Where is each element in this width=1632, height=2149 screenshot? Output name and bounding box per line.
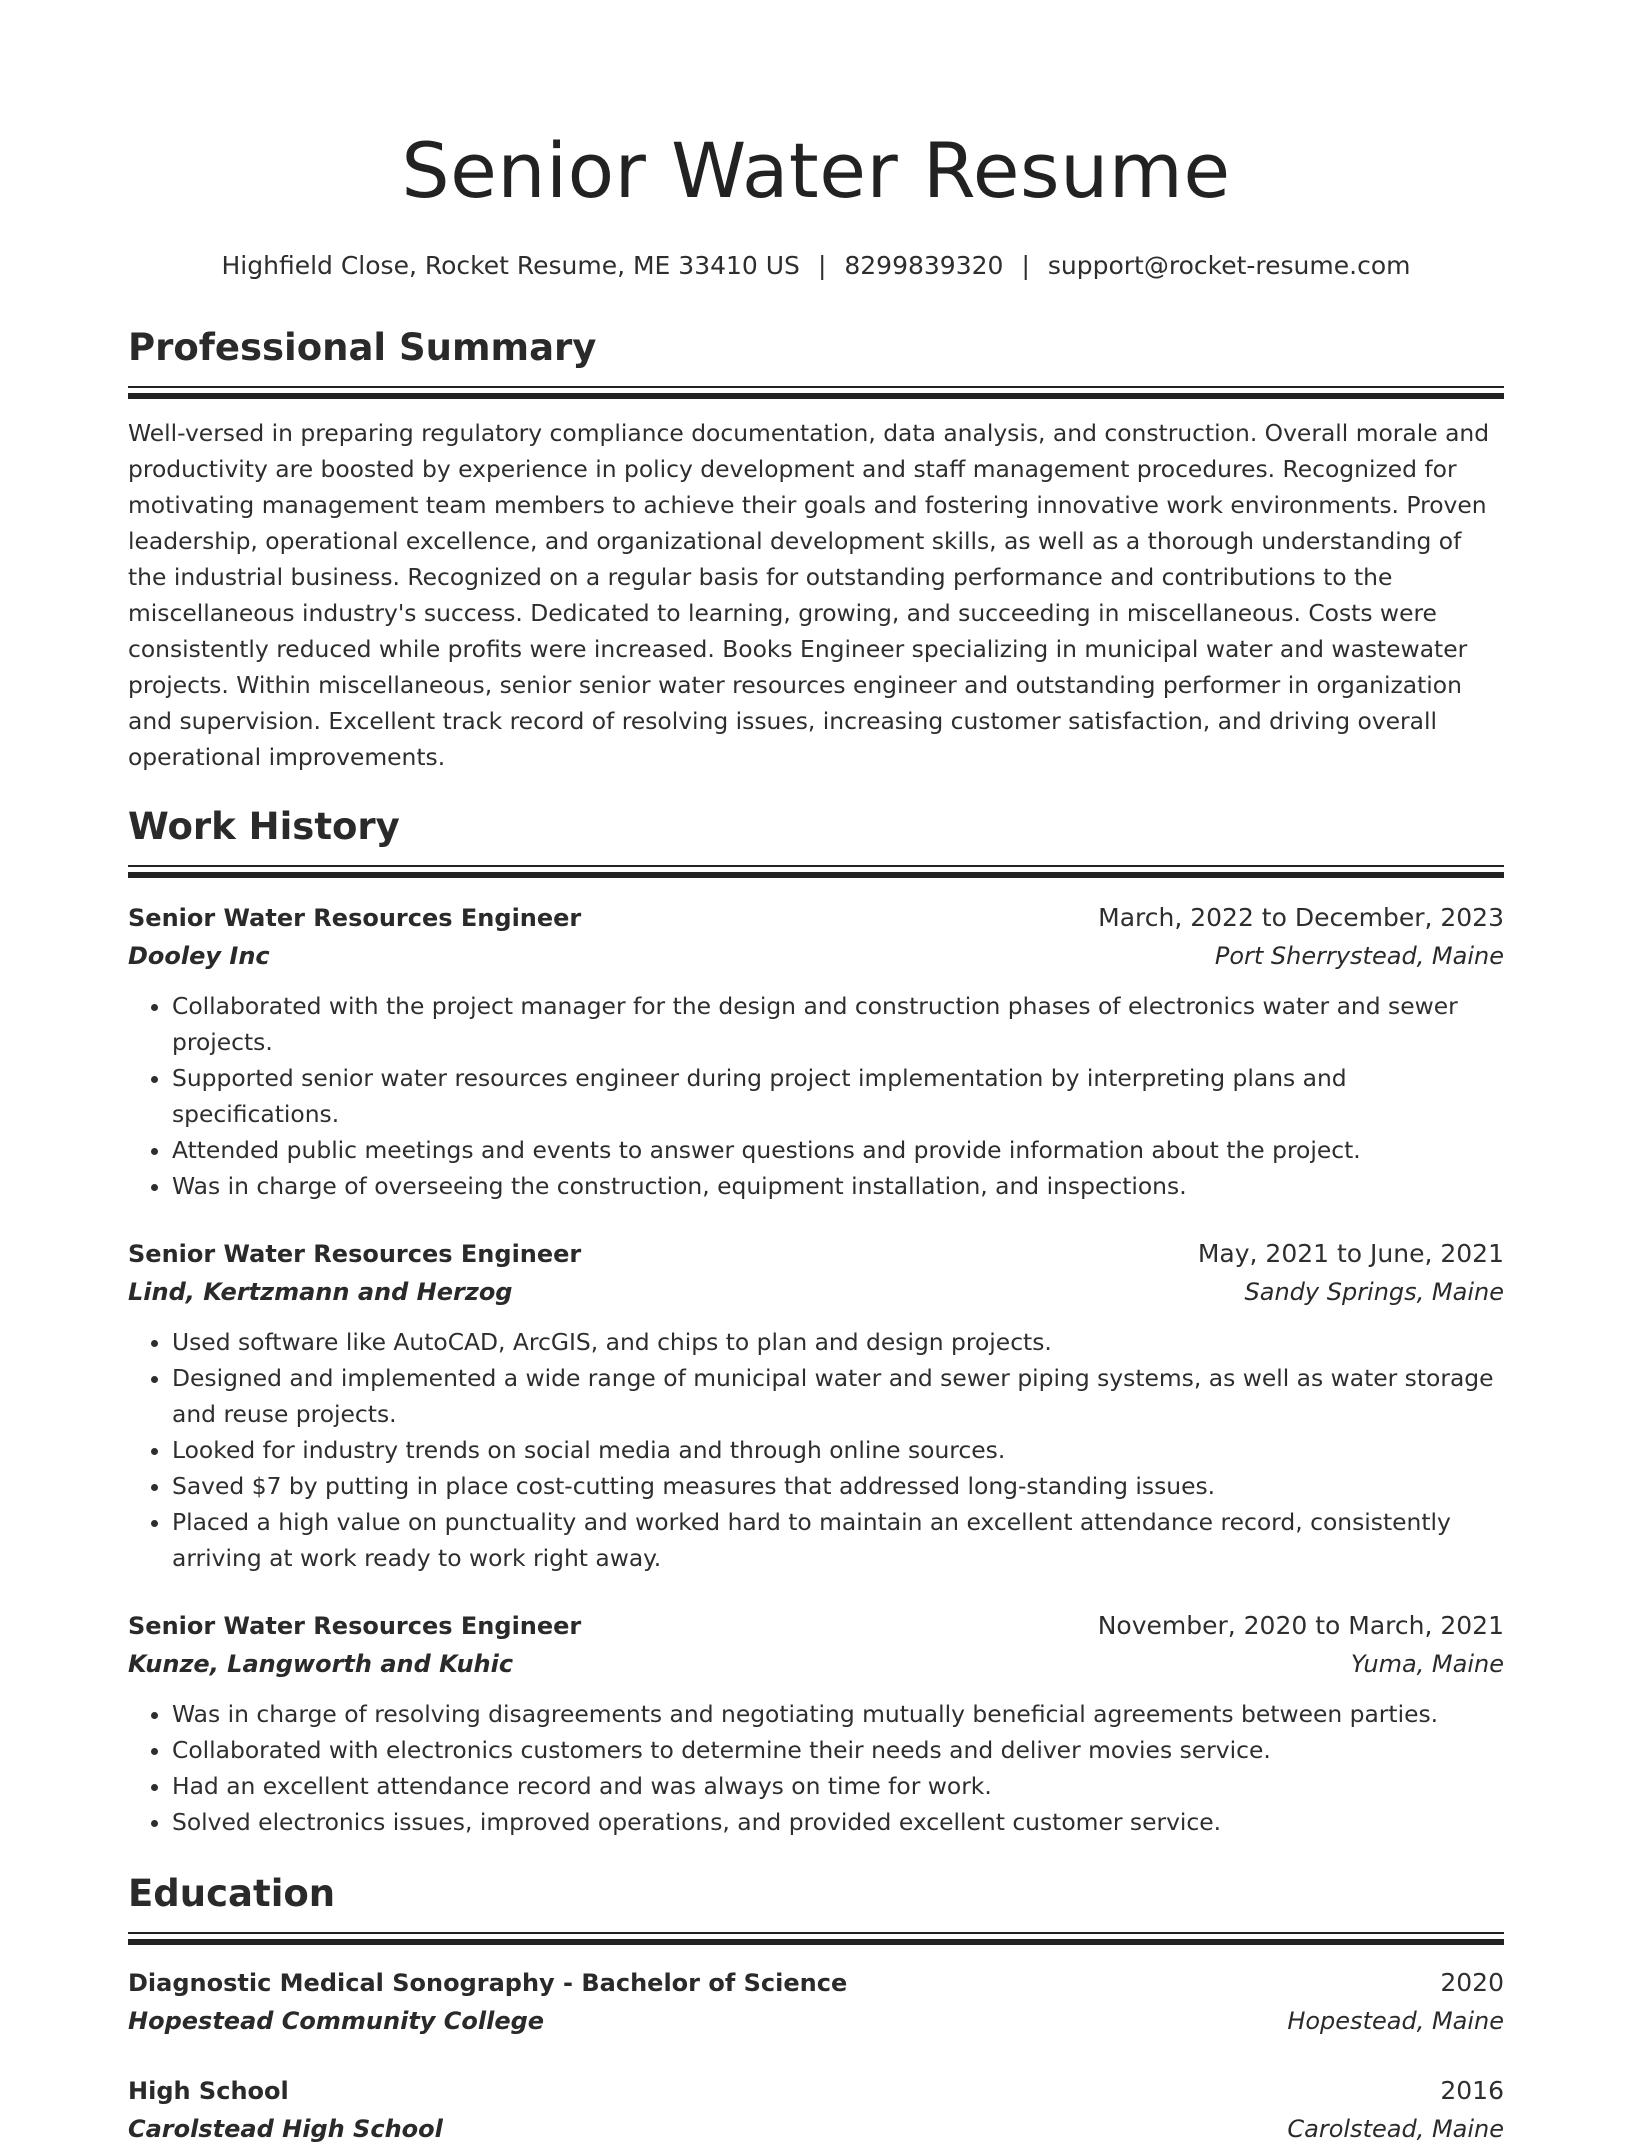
education-school: Hopestead Community College: [128, 2007, 545, 2035]
job-bullet: • Collaborated with electronics customers to determine their needs and deliver movies service.: [172, 1732, 1504, 1768]
section-title-education: Education: [128, 1872, 336, 1915]
contact-address: Highfield Close, Rocket Resume, ME 33410 US: [221, 251, 800, 280]
job-bullets: [128, 1696, 1504, 1840]
job-bullet: • Designed and implemented a wide range of municipal water and sewer piping systems, as well as water storage and reuse projects.: [172, 1360, 1504, 1432]
job-bullet: • Saved $7 by putting in place cost-cutting measures that addressed long-standing issues.: [172, 1468, 1504, 1504]
job-bullet: • Supported senior water resources engineer during project implementation by interpreting plans and specifications.: [172, 1060, 1504, 1132]
job-location: Sandy Springs, Maine: [1244, 1278, 1504, 1306]
job-title: Senior Water Resources Engineer: [128, 904, 582, 932]
job-company: Kunze, Langworth and Kuhic: [128, 1650, 514, 1678]
education-degree: High School: [128, 2077, 289, 2105]
education-year: 2016: [1440, 2076, 1504, 2105]
resume-name: Senior Water Resume: [401, 126, 1231, 215]
education-location: Hopestead, Maine: [1287, 2007, 1504, 2035]
job-bullet: • Had an excellent attendance record and was always on time for work.: [172, 1768, 1504, 1804]
job-bullet: • Used software like AutoCAD, ArcGIS, and chips to plan and design projects.: [172, 1324, 1504, 1360]
job-bullet: • Attended public meetings and events to answer questions and provide information about the project.: [172, 1132, 1504, 1168]
job-entry: [128, 1608, 1504, 1840]
job-bullet: • Looked for industry trends on social media and through online sources.: [172, 1432, 1504, 1468]
job-bullet: • Was in charge of resolving disagreements and negotiating mutually beneficial agreements between parties.: [172, 1696, 1504, 1732]
job-dates: May, 2021 to June, 2021: [1197, 1239, 1504, 1268]
education-degree: Diagnostic Medical Sonography - Bachelor of Science: [128, 1969, 848, 1997]
job-location: Port Sherrystead, Maine: [1214, 942, 1504, 970]
job-dates: November, 2020 to March, 2021: [1097, 1611, 1504, 1640]
contact-separator: |: [1021, 251, 1030, 280]
education-year: 2020: [1440, 1968, 1504, 1997]
contact-email: support@rocket-resume.com: [1047, 251, 1411, 280]
job-bullets: [128, 988, 1504, 1204]
education-school: Carolstead High School: [128, 2115, 443, 2143]
education-entry: [128, 2073, 1504, 2149]
summary-text: Well-versed in preparing regulatory compliance documentation, data analysis, and construction. Overall morale and productivity are boosted by experience in policy development and staff management procedures. Recognized for motivating management team members to achieve their goals and fostering innovative work environments. Proven leadership, operational excellence, and organizational development skills, as well as a thorough understanding of the industrial business. Recognized on a regular basis for outstanding performance and contributions to the miscellaneous industry's success. Dedicated to learning, growing, and succeeding in miscellaneous. Costs were consistently reduced while profits were increased. Books Engineer specializing in municipal water and wastewater projects. Within miscellaneous, senior senior water resources engineer and outstanding performer in organization and supervision. Excellent track record of resolving issues, increasing customer satisfaction, and driving overall operational improvements.: [128, 419, 1490, 771]
job-bullets: [128, 1324, 1504, 1576]
job-location: Yuma, Maine: [1350, 1650, 1504, 1678]
contact-separator: |: [817, 251, 827, 280]
section-divider: [128, 865, 1504, 878]
education-location: Carolstead, Maine: [1287, 2115, 1504, 2143]
job-dates: March, 2022 to December, 2023: [1098, 903, 1504, 932]
job-bullet: • Placed a high value on punctuality and worked hard to maintain an excellent attendance record, consistently arriving at work ready to work right away.: [172, 1504, 1504, 1576]
job-title: Senior Water Resources Engineer: [128, 1612, 582, 1640]
job-bullet: • Solved electronics issues, improved operations, and provided excellent customer service.: [172, 1804, 1504, 1840]
section-divider: [128, 386, 1504, 399]
job-title: Senior Water Resources Engineer: [128, 1240, 582, 1268]
job-company: Dooley Inc: [128, 942, 270, 970]
section-title-summary: Professional Summary: [128, 326, 597, 369]
section-title-work: Work History: [128, 805, 400, 848]
section-divider: [128, 1932, 1504, 1945]
job-company: Lind, Kertzmann and Herzog: [128, 1278, 513, 1306]
education-entry: [128, 1965, 1504, 2041]
contact-line: [128, 248, 1504, 284]
job-bullet: • Was in charge of overseeing the construction, equipment installation, and inspections.: [172, 1168, 1504, 1204]
job-bullet: • Collaborated with the project manager for the design and construction phases of electronics water and sewer projects.: [172, 988, 1504, 1060]
contact-phone: 8299839320: [844, 251, 1004, 280]
job-entry: [128, 900, 1504, 1204]
job-entry: [128, 1236, 1504, 1576]
